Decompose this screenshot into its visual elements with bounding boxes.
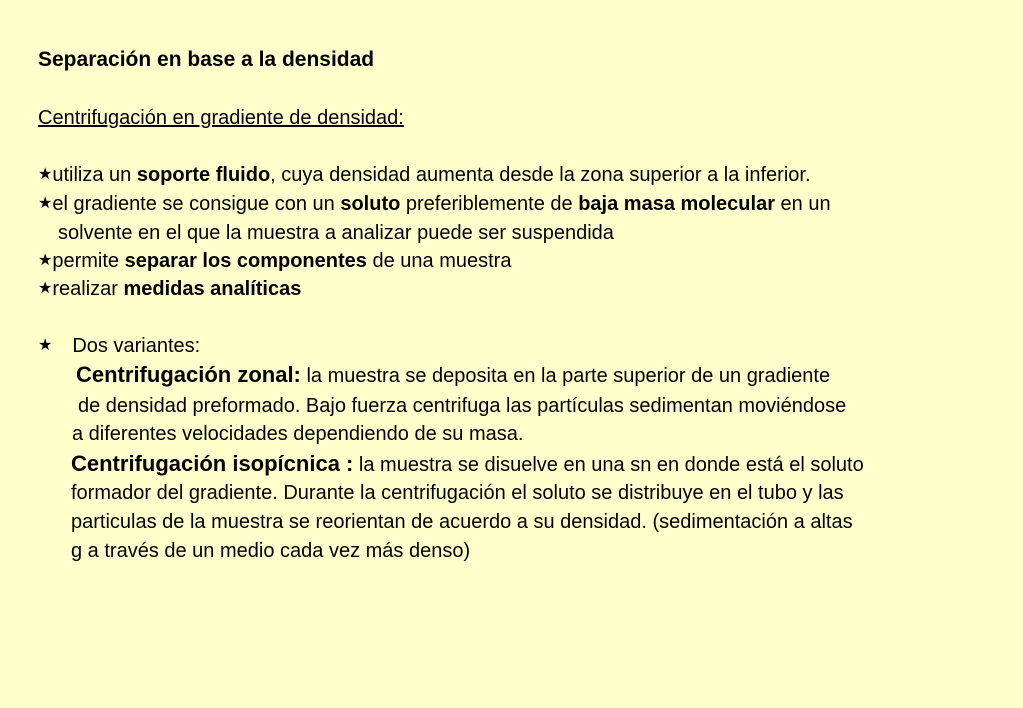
isopicnica-line-1 (71, 452, 864, 477)
bullet-separar (38, 249, 511, 273)
bullet-text: permite (52, 250, 125, 272)
bullet-text: , cuya densidad aumenta desde la zona superior a la inferior. (270, 164, 811, 186)
isopicnica-line-2: formador del gradiente. Durante la centrifugación el soluto se distribuye en el tubo y las (71, 482, 844, 504)
isopicnica-line-4: g a través de un medio cada vez más denso) (71, 540, 471, 562)
bullet-text: preferiblemente de (400, 193, 579, 215)
star-bullet-icon: ★ (38, 252, 53, 269)
zonal-line-1 (76, 363, 830, 388)
star-bullet-icon: ★ (38, 280, 53, 297)
isopicnica-heading: Centrifugación isopícnica : (71, 451, 354, 476)
zonal-line-3: a diferentes velocidades dependiendo de su masa. (72, 423, 524, 445)
star-bullet-icon: ★ (38, 195, 53, 212)
variants-label-row (38, 334, 200, 358)
bullet-bold-text: baja masa molecular (578, 193, 775, 215)
bullet-medidas (38, 277, 301, 301)
bullet-gradiente (38, 192, 831, 216)
star-bullet-icon: ★ (38, 337, 53, 354)
zonal-line-2: de densidad preformado. Bajo fuerza centrifuga las partículas sedimentan moviéndose (78, 395, 847, 417)
slide-title: Separación en base a la densidad (38, 48, 375, 71)
bullet-text: en un (775, 193, 831, 215)
bullet-text: realizar (52, 278, 124, 300)
bullet-soporte-fluido (38, 163, 811, 187)
variants-label: Dos variantes: (72, 335, 201, 357)
bullet-text: utiliza un (52, 164, 137, 186)
section-subtitle: Centrifugación en gradiente de densidad: (38, 107, 404, 129)
bullet-bold-text: soporte fluido (136, 164, 271, 186)
isopicnica-text: la muestra se disuelve en una sn en donde está el soluto (353, 454, 864, 476)
isopicnica-line-3: particulas de la muestra se reorientan de acuerdo a su densidad. (sedimentación a altas (71, 511, 853, 533)
star-bullet-icon: ★ (38, 166, 53, 183)
bullet-bold-text: separar los componentes (124, 250, 367, 272)
bullet-bold-text: medidas analíticas (123, 278, 302, 300)
zonal-heading: Centrifugación zonal: (76, 362, 301, 387)
zonal-text: la muestra se deposita en la parte superior de un gradiente (300, 365, 831, 387)
bullet-text: de una muestra (366, 250, 512, 272)
bullet-text: el gradiente se consigue con un (52, 193, 341, 215)
bullet-gradiente-continuation: solvente en el que la muestra a analizar puede ser suspendida (58, 222, 614, 244)
bullet-bold-text: soluto (340, 193, 401, 215)
